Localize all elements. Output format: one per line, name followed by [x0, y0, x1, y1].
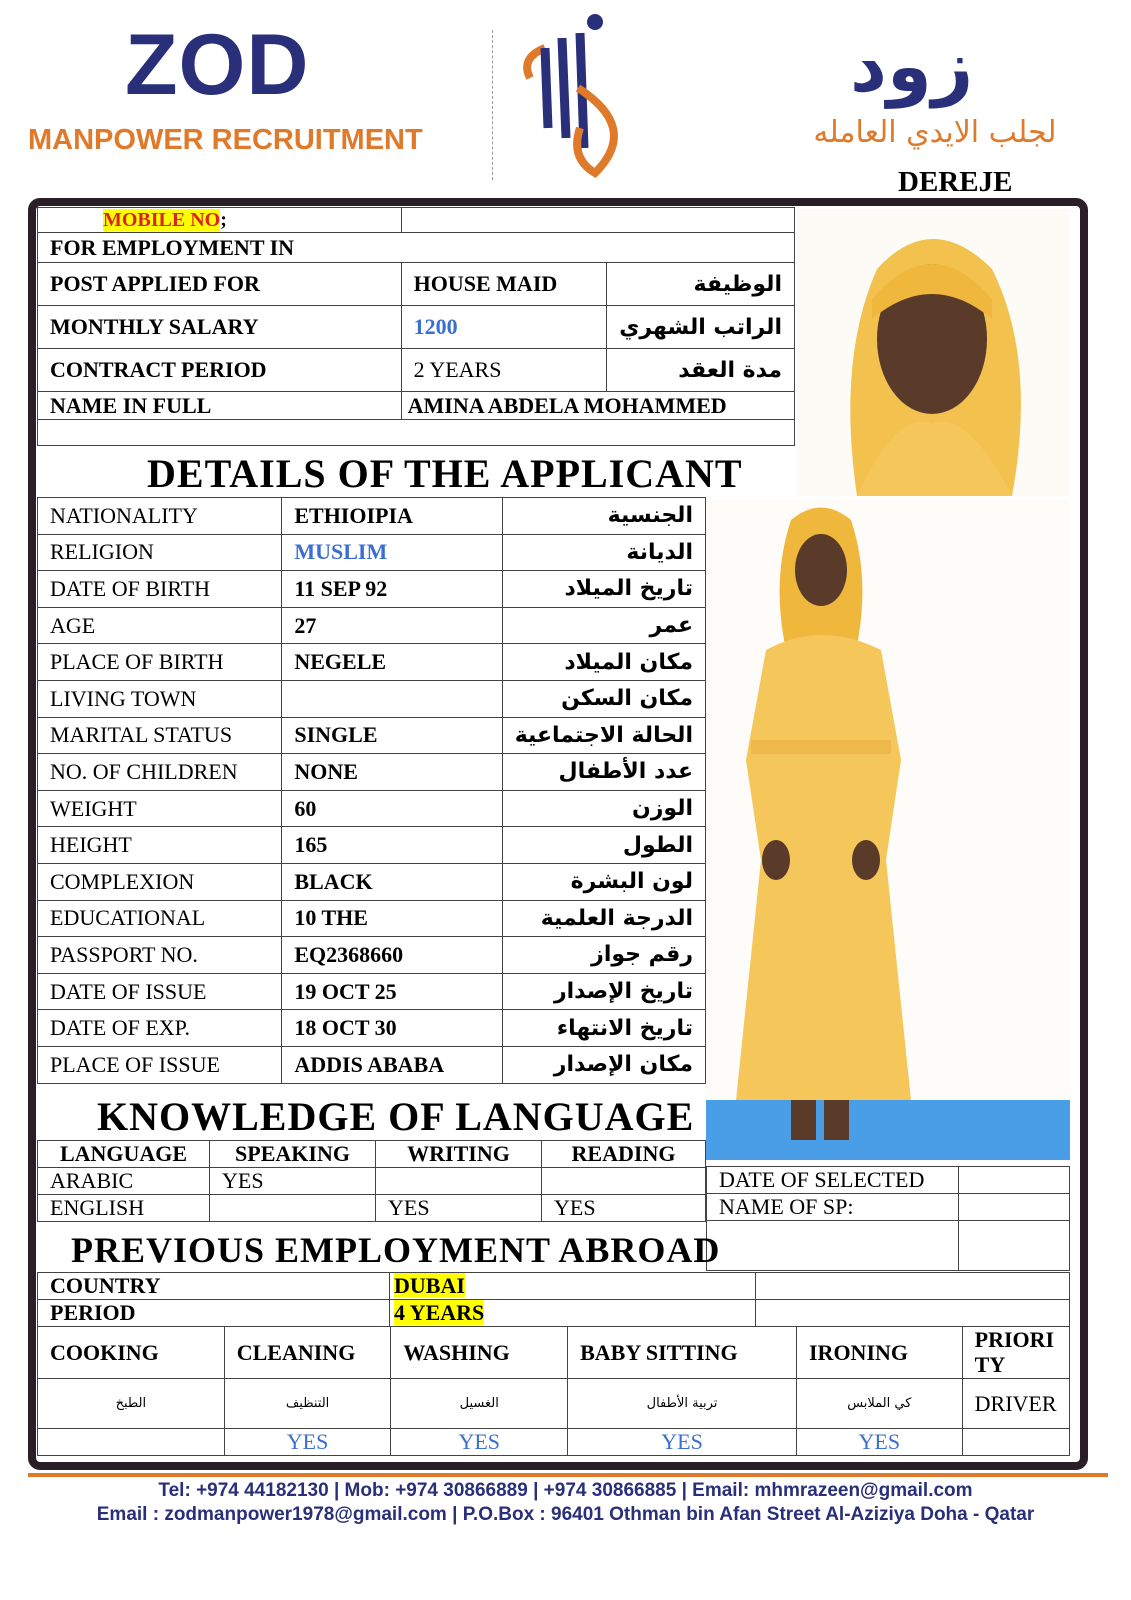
- period-value: 4 YEARS: [394, 1300, 485, 1325]
- previous-employment-heading: PREVIOUS EMPLOYMENT ABROAD: [71, 1230, 721, 1270]
- height-label-ar: الطول: [502, 827, 705, 864]
- birthplace-value: NEGELE: [282, 644, 502, 681]
- brand-emblem-icon: [500, 8, 640, 178]
- contract-label-ar: مدة العقد: [607, 349, 795, 392]
- brand-logo-text: ZOD: [125, 17, 310, 113]
- lang-arabic-speaking: YES: [210, 1168, 376, 1195]
- sponsor-name-value: [959, 1194, 1070, 1221]
- sponsor-name-label: NAME OF SP:: [707, 1194, 959, 1221]
- marital-label: MARITAL STATUS: [38, 717, 282, 754]
- salary-label: MONTHLY SALARY: [38, 306, 402, 349]
- issue-place-value: ADDIS ABABA: [282, 1046, 502, 1083]
- passport-label: PASSPORT NO.: [38, 937, 282, 974]
- religion-value: MUSLIM: [282, 534, 502, 571]
- expiry-date-value: 18 OCT 30: [282, 1010, 502, 1047]
- height-value: 165: [282, 827, 502, 864]
- education-label-ar: الدرجة العلمية: [502, 900, 705, 937]
- nationality-label-ar: الجنسية: [502, 498, 705, 535]
- age-label-ar: عمر: [502, 607, 705, 644]
- lang-header-speaking: SPEAKING: [210, 1141, 376, 1168]
- skill-cleaning: CLEANING: [224, 1327, 391, 1379]
- complexion-label: COMPLEXION: [38, 863, 282, 900]
- passport-label-ar: رقم جواز: [502, 937, 705, 974]
- selection-empty-cell: [707, 1221, 959, 1271]
- brand-subtitle: MANPOWER RECRUITMENT: [28, 124, 423, 156]
- salary-value: 1200: [401, 306, 607, 349]
- details-heading: DETAILS OF THE APPLICANT: [147, 451, 743, 496]
- skill-washing-value: YES: [391, 1429, 568, 1456]
- marital-label-ar: الحالة الاجتماعية: [502, 717, 705, 754]
- footer-address-line: Email : zodmanpower1978@gmail.com | P.O.Box : 96401 Othman bin Afan Street Al-Aziziya Doha - Qatar: [96, 1504, 1035, 1525]
- expiry-date-label: DATE OF EXP.: [38, 1010, 282, 1047]
- skill-baby-sitting: BABY SITTING: [568, 1327, 797, 1379]
- priority-value: DRIVER: [962, 1379, 1069, 1429]
- skill-baby-sitting-ar: تربية الأطفال: [568, 1379, 797, 1429]
- spacer-row: [38, 420, 795, 446]
- birthplace-label-ar: مكان الميلاد: [502, 644, 705, 681]
- lang-english-writing: YES: [376, 1195, 542, 1222]
- lang-header-writing: WRITING: [376, 1141, 542, 1168]
- dob-label-ar: تاريخ الميلاد: [502, 571, 705, 608]
- living-town-label-ar: مكان السكن: [502, 680, 705, 717]
- selection-empty-cell: [959, 1221, 1070, 1271]
- skill-cooking-value: [38, 1429, 225, 1456]
- footer-divider: [28, 1473, 1108, 1477]
- marital-value: SINGLE: [282, 717, 502, 754]
- name-label: NAME IN FULL: [38, 392, 402, 420]
- issue-place-label-ar: مكان الإصدار: [502, 1046, 705, 1083]
- name-value: AMINA ABDELA MOHAMMED: [401, 392, 794, 420]
- weight-label-ar: الوزن: [502, 790, 705, 827]
- employment-label: FOR EMPLOYMENT IN: [38, 233, 795, 263]
- lang-arabic-writing: [376, 1168, 542, 1195]
- weight-label: WEIGHT: [38, 790, 282, 827]
- country-label: COUNTRY: [38, 1273, 390, 1300]
- issue-date-label-ar: تاريخ الإصدار: [502, 973, 705, 1010]
- education-value: 10 THE: [282, 900, 502, 937]
- skill-ironing: IRONING: [797, 1327, 963, 1379]
- lang-english: ENGLISH: [38, 1195, 210, 1222]
- lang-english-reading: YES: [542, 1195, 706, 1222]
- selection-table: [706, 1166, 1070, 1271]
- passport-value: EQ2368660: [282, 937, 502, 974]
- contract-label: CONTRACT PERIOD: [38, 349, 402, 392]
- priority-label: PRIORI TY: [962, 1327, 1069, 1379]
- expiry-date-label-ar: تاريخ الانتهاء: [502, 1010, 705, 1047]
- post-label-ar: الوظيفة: [607, 263, 795, 306]
- priority-empty: [962, 1429, 1069, 1456]
- age-value: 27: [282, 607, 502, 644]
- living-town-value: [282, 680, 502, 717]
- issue-date-label: DATE OF ISSUE: [38, 973, 282, 1010]
- skill-cleaning-value: YES: [224, 1429, 391, 1456]
- country-value: DUBAI: [394, 1273, 465, 1298]
- dob-value: 11 SEP 92: [282, 571, 502, 608]
- children-value: NONE: [282, 754, 502, 791]
- skill-cooking-ar: الطبخ: [38, 1379, 225, 1429]
- living-town-label: LIVING TOWN: [38, 680, 282, 717]
- skill-cleaning-ar: التنظيف: [224, 1379, 391, 1429]
- skill-cooking: COOKING: [38, 1327, 225, 1379]
- lang-english-speaking: [210, 1195, 376, 1222]
- post-value: HOUSE MAID: [401, 263, 607, 306]
- footer-contact-line: Tel: +974 44182130 | Mob: +974 30866889 | +974 30866885 | Email: mhmrazeen@gmail.com: [158, 1480, 973, 1501]
- country-value-cell: [390, 1273, 756, 1300]
- skill-washing: WASHING: [391, 1327, 568, 1379]
- period-extra: [756, 1300, 1070, 1327]
- post-label: POST APPLIED FOR: [38, 263, 402, 306]
- dob-label: DATE OF BIRTH: [38, 571, 282, 608]
- weight-value: 60: [282, 790, 502, 827]
- contract-value: 2 YEARS: [401, 349, 607, 392]
- salary-label-ar: الراتب الشهري: [607, 306, 795, 349]
- mobile-value: [401, 208, 794, 233]
- lang-header-language: LANGUAGE: [38, 1141, 210, 1168]
- header-divider: [492, 30, 493, 180]
- agent-name: DEREJE: [898, 166, 1013, 198]
- skill-baby-sitting-value: YES: [568, 1429, 797, 1456]
- children-label: NO. OF CHILDREN: [38, 754, 282, 791]
- brand-logo-arabic: زود: [850, 24, 974, 108]
- religion-label: RELIGION: [38, 534, 282, 571]
- period-value-cell: [390, 1300, 756, 1327]
- full-body-photo: [706, 500, 1070, 1160]
- nationality-value: ETHIOIPIA: [282, 498, 502, 535]
- nationality-label: NATIONALITY: [38, 498, 282, 535]
- complexion-value: BLACK: [282, 863, 502, 900]
- lang-header-reading: READING: [542, 1141, 706, 1168]
- language-table: [37, 1140, 706, 1222]
- mobile-cell: [38, 208, 402, 233]
- skill-ironing-ar: كي الملابس: [797, 1379, 963, 1429]
- language-heading: KNOWLEDGE OF LANGUAGE: [97, 1094, 695, 1139]
- brand-subtitle-arabic: لجلب الايدي العامله: [813, 115, 1057, 150]
- date-selected-value: [959, 1167, 1070, 1194]
- portrait-image-icon: [797, 209, 1069, 496]
- height-label: HEIGHT: [38, 827, 282, 864]
- religion-label-ar: الديانة: [502, 534, 705, 571]
- country-extra: [756, 1273, 1070, 1300]
- date-selected-label: DATE OF SELECTED: [707, 1167, 959, 1194]
- employment-table: [37, 207, 795, 446]
- lang-arabic-reading: [542, 1168, 706, 1195]
- issue-place-label: PLACE OF ISSUE: [38, 1046, 282, 1083]
- birthplace-label: PLACE OF BIRTH: [38, 644, 282, 681]
- skills-table: [37, 1326, 1070, 1456]
- issue-date-value: 19 OCT 25: [282, 973, 502, 1010]
- previous-employment-table: [37, 1272, 1070, 1327]
- details-table: [37, 497, 706, 1084]
- mobile-label: MOBILE NO: [103, 208, 221, 231]
- lang-arabic: ARABIC: [38, 1168, 210, 1195]
- skill-washing-ar: الغسيل: [391, 1379, 568, 1429]
- full-body-image-icon: [706, 500, 1070, 1160]
- period-label: PERIOD: [38, 1300, 390, 1327]
- children-label-ar: عدد الأطفال: [502, 754, 705, 791]
- portrait-photo: [797, 209, 1069, 496]
- mobile-separator: ;: [220, 208, 227, 231]
- age-label: AGE: [38, 607, 282, 644]
- complexion-label-ar: لون البشرة: [502, 863, 705, 900]
- skill-ironing-value: YES: [797, 1429, 963, 1456]
- education-label: EDUCATIONAL: [38, 900, 282, 937]
